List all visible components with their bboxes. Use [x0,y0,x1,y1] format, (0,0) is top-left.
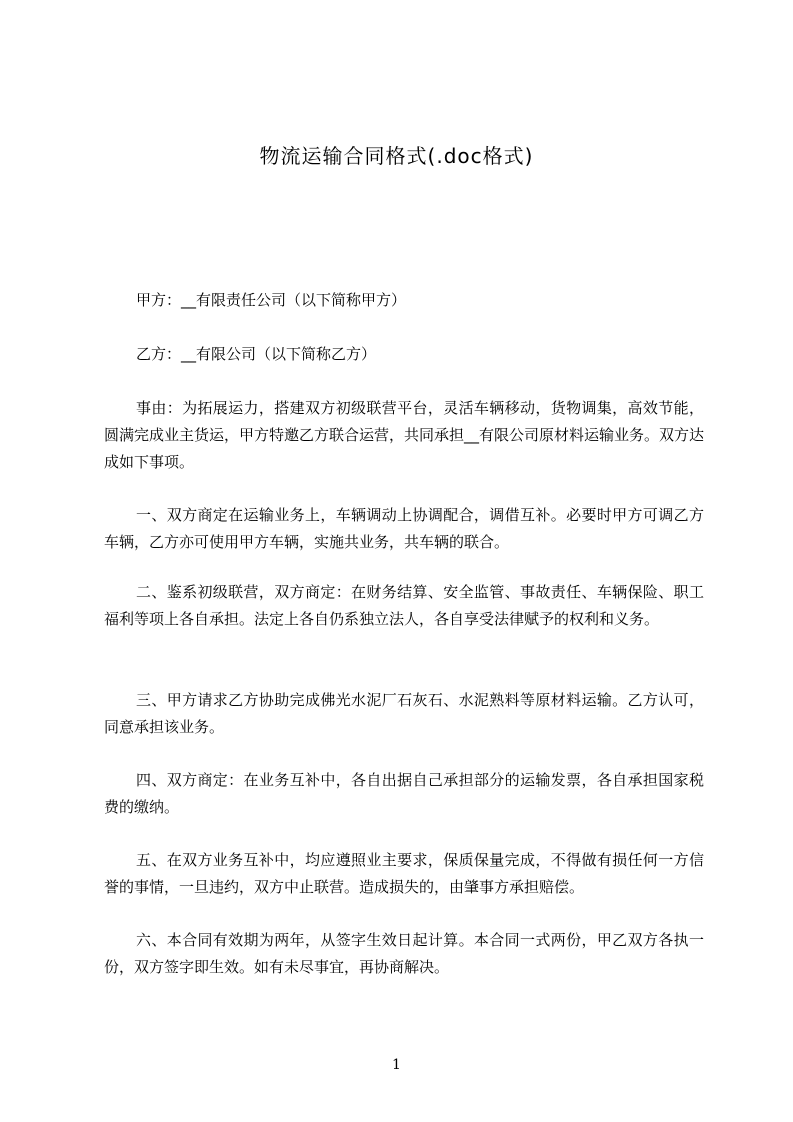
purpose-paragraph: 事由：为拓展运力，搭建双方初级联营平台，灵活车辆移动，货物调集，高效节能，圆满完成业主货运，甲方特邀乙方联合运营，共同承担__有限公司原材料运输业务。双方达成如下事项。 [104,399,705,471]
clause-1-paragraph: 一、双方商定在运输业务上，车辆调动上协调配合，调借互补。必要时甲方可调乙方车辆，乙方亦可使用甲方车辆，实施共业务，共车辆的联合。 [104,506,704,551]
document-title: 物流运输合同格式(.doc格式) [259,144,534,168]
page-number: 1 [392,1057,401,1073]
clause-3-paragraph: 三、甲方请求乙方协助完成佛光水泥厂石灰石、水泥熟料等原材料运输。乙方认可，同意承担该业务。 [104,691,704,736]
clause-6-paragraph: 六、本合同有效期为两年，从签字生效日起计算。本合同一式两份，甲乙双方各执一份，双方签字即生效。如有未尽事宜，再协商解决。 [104,931,704,976]
clause-2-paragraph: 二、鉴系初级联营，双方商定：在财务结算、安全监管、事故责任、车辆保险、职工福利等项上各自承担。法定上各自仍系独立法人，各自享受法律赋予的权利和义务。 [104,583,704,628]
party-b-paragraph: 乙方：__有限公司（以下简称乙方） [136,345,377,363]
clause-4-paragraph: 四、双方商定：在业务互补中，各自出据自己承担部分的运输发票，各自承担国家税费的缴纳。 [104,771,704,816]
clause-5-paragraph: 五、在双方业务互补中，均应遵照业主要求，保质保量完成，不得做有损任何一方信誉的事情，一旦违约，双方中止联营。造成损失的，由肇事方承担赔偿。 [104,851,704,896]
party-a-paragraph: 甲方：__有限责任公司（以下简称甲方） [136,291,407,309]
